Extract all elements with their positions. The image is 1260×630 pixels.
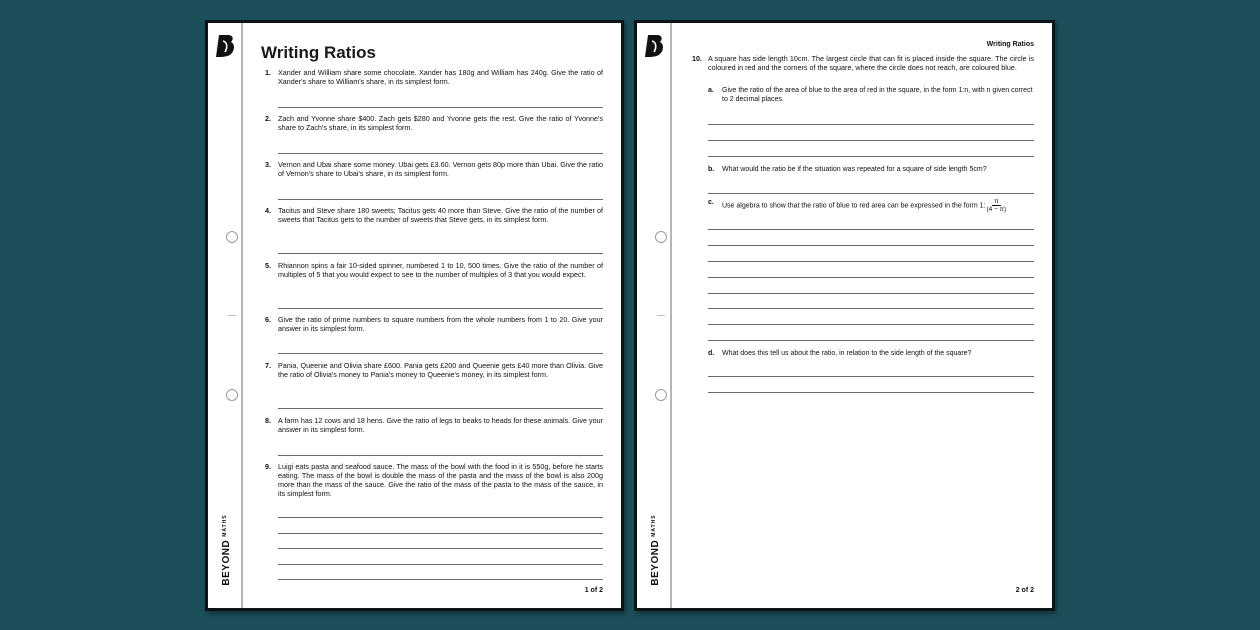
answer-line[interactable]	[708, 261, 1034, 262]
answer-line[interactable]	[278, 153, 603, 154]
brand-name: BEYOND	[650, 539, 661, 586]
answer-line[interactable]	[278, 253, 603, 254]
answer-line[interactable]	[278, 199, 603, 200]
answer-line[interactable]	[708, 293, 1034, 294]
page-sidebar	[208, 23, 243, 608]
beyond-logo-icon	[214, 33, 236, 59]
part-a	[708, 86, 1034, 104]
fold-mark	[657, 315, 665, 316]
question-text: Xander and William share some chocolate. Xander has 180g and William has 240g. Give the ratio of Xander's share to William's share, in its simplest form.	[278, 68, 603, 86]
question-9	[265, 462, 603, 498]
page-title: Writing Ratios	[261, 43, 376, 62]
answer-line[interactable]	[708, 245, 1034, 246]
punch-hole	[655, 389, 667, 401]
answer-line[interactable]	[278, 455, 603, 456]
answer-line[interactable]	[278, 564, 603, 565]
question-text: Rhiannon spins a fair 10-sided spinner, numbered 1 to 10, 500 times. Give the ratio of the number of multiples of 5 that you would expect to see to the number of multiples of 3 that you would expect.	[278, 261, 603, 279]
question-text: Tacitus and Steve share 180 sweets; Tacitus gets 40 more than Steve. Give the ratio of the number of sweets that Tacitus gets to the number of sweets that Steve gets, in its simplest form.	[278, 206, 603, 224]
page-number: 2 of 2	[1015, 587, 1034, 594]
page-sidebar	[637, 23, 672, 608]
fraction	[986, 198, 1006, 213]
answer-line[interactable]	[278, 517, 603, 518]
question-number: 1.	[265, 68, 271, 77]
question-number: 8.	[265, 416, 271, 425]
question-number: 9.	[265, 462, 271, 471]
answer-line[interactable]	[708, 140, 1034, 141]
question-text: Zach and Yvonne share $400. Zach gets $280 and Yvonne gets the rest. Give the ratio of Yvonne's share to Zach's share, in its simplest form.	[278, 114, 603, 132]
answer-line[interactable]	[708, 308, 1034, 309]
question-number: 10.	[692, 54, 702, 63]
question-number: 3.	[265, 160, 271, 169]
part-text: What does this tell us about the ratio, in relation to the side length of the square?	[722, 350, 972, 357]
brand-sub: MATHS	[222, 514, 228, 537]
answer-line[interactable]	[708, 277, 1034, 278]
part-text: What would the ratio be if the situation was repeated for a square of side length 5cm?	[722, 166, 987, 173]
brand-wordmark	[210, 510, 240, 590]
question-10	[692, 54, 1034, 72]
punch-hole	[226, 389, 238, 401]
answer-line[interactable]	[278, 107, 603, 108]
question-5	[265, 261, 603, 279]
question-number: 5.	[265, 261, 271, 270]
beyond-logo-icon	[643, 33, 665, 59]
answer-line[interactable]	[278, 408, 603, 409]
answer-line[interactable]	[708, 124, 1034, 125]
part-label: d.	[708, 350, 715, 357]
part-c	[708, 198, 1034, 213]
question-number: 7.	[265, 361, 271, 370]
answer-line[interactable]	[708, 340, 1034, 341]
question-8	[265, 416, 603, 434]
question-4	[265, 206, 603, 224]
question-number: 4.	[265, 206, 271, 215]
part-label: a.	[708, 87, 714, 94]
part-d	[708, 349, 1034, 358]
part-text-main: Use algebra to show that the ratio of blue to red area can be expressed in the form 1:	[722, 202, 986, 210]
brand-wordmark	[639, 510, 669, 590]
punch-hole	[226, 231, 238, 243]
page-number: 1 of 2	[584, 587, 603, 594]
question-number: 2.	[265, 114, 271, 123]
page-content	[255, 23, 603, 608]
brand-sub: MATHS	[651, 514, 657, 537]
answer-line[interactable]	[708, 376, 1034, 377]
answer-line[interactable]	[708, 229, 1034, 230]
question-3	[265, 160, 603, 178]
question-text: Give the ratio of prime numbers to square numbers from the whole numbers from 1 to 20. Give your answer in its simplest form.	[278, 315, 603, 333]
fraction-numerator: π	[994, 198, 999, 205]
answer-line[interactable]	[278, 308, 603, 309]
question-text: A farm has 12 cows and 18 hens. Give the ratio of legs to beaks to heads for these animals. Give your answer in its simplest form.	[278, 416, 603, 434]
worksheet-page-2	[634, 20, 1055, 611]
question-text: A square has side length 10cm. The largest circle that can fit is placed inside the square. The circle is coloured in red and the corners of the square, where the circle does not reach, are coloured blue.	[708, 54, 1034, 72]
question-2	[265, 114, 603, 132]
part-label: b.	[708, 166, 715, 173]
page-header-title: Writing Ratios	[986, 41, 1034, 48]
punch-hole	[655, 231, 667, 243]
answer-line[interactable]	[278, 548, 603, 549]
answer-line[interactable]	[708, 324, 1034, 325]
worksheet-page-1	[205, 20, 624, 611]
question-6	[265, 315, 603, 333]
part-label: c.	[708, 199, 714, 206]
answer-line[interactable]	[278, 533, 603, 534]
answer-line[interactable]	[708, 392, 1034, 393]
answer-line[interactable]	[708, 193, 1034, 194]
page-content	[684, 23, 1034, 608]
question-number: 6.	[265, 315, 271, 324]
answer-line[interactable]	[278, 579, 603, 580]
answer-line[interactable]	[708, 156, 1034, 157]
fold-mark	[228, 315, 236, 316]
question-text: Luigi eats pasta and seafood sauce. The mass of the bowl with the food in it is 550g, before he starts eating. The mass of the bowl is double the mass of the pasta and the mass of the bowl is also 200g more than the mass of the sauce. Give the ratio of the mass of the pasta to the mass of the sauce, in its simplest form.	[278, 462, 603, 498]
part-text	[722, 198, 1034, 213]
question-text: Vernon and Ubai share some money. Ubai gets £3.60. Vernon gets 80p more than Ubai. Give the ratio of Vernon's share to Ubai's share, in its simplest form.	[278, 160, 603, 178]
part-text: Give the ratio of the area of blue to the area of red in the square, in the form 1:n, with n given correct to 2 decimal places.	[722, 87, 1033, 103]
brand-name: BEYOND	[221, 539, 232, 586]
question-1	[265, 68, 603, 86]
answer-line[interactable]	[278, 353, 603, 354]
question-7	[265, 361, 603, 379]
question-text: Pania, Queenie and Olivia share £600. Pania gets £200 and Queenie gets £40 more than Olivia. Give the ratio of Olivia's money to Pania's money to Queenie's money, in its simplest form.	[278, 361, 603, 379]
part-b	[708, 165, 1034, 174]
fraction-denominator: (4 − π)	[986, 206, 1007, 213]
